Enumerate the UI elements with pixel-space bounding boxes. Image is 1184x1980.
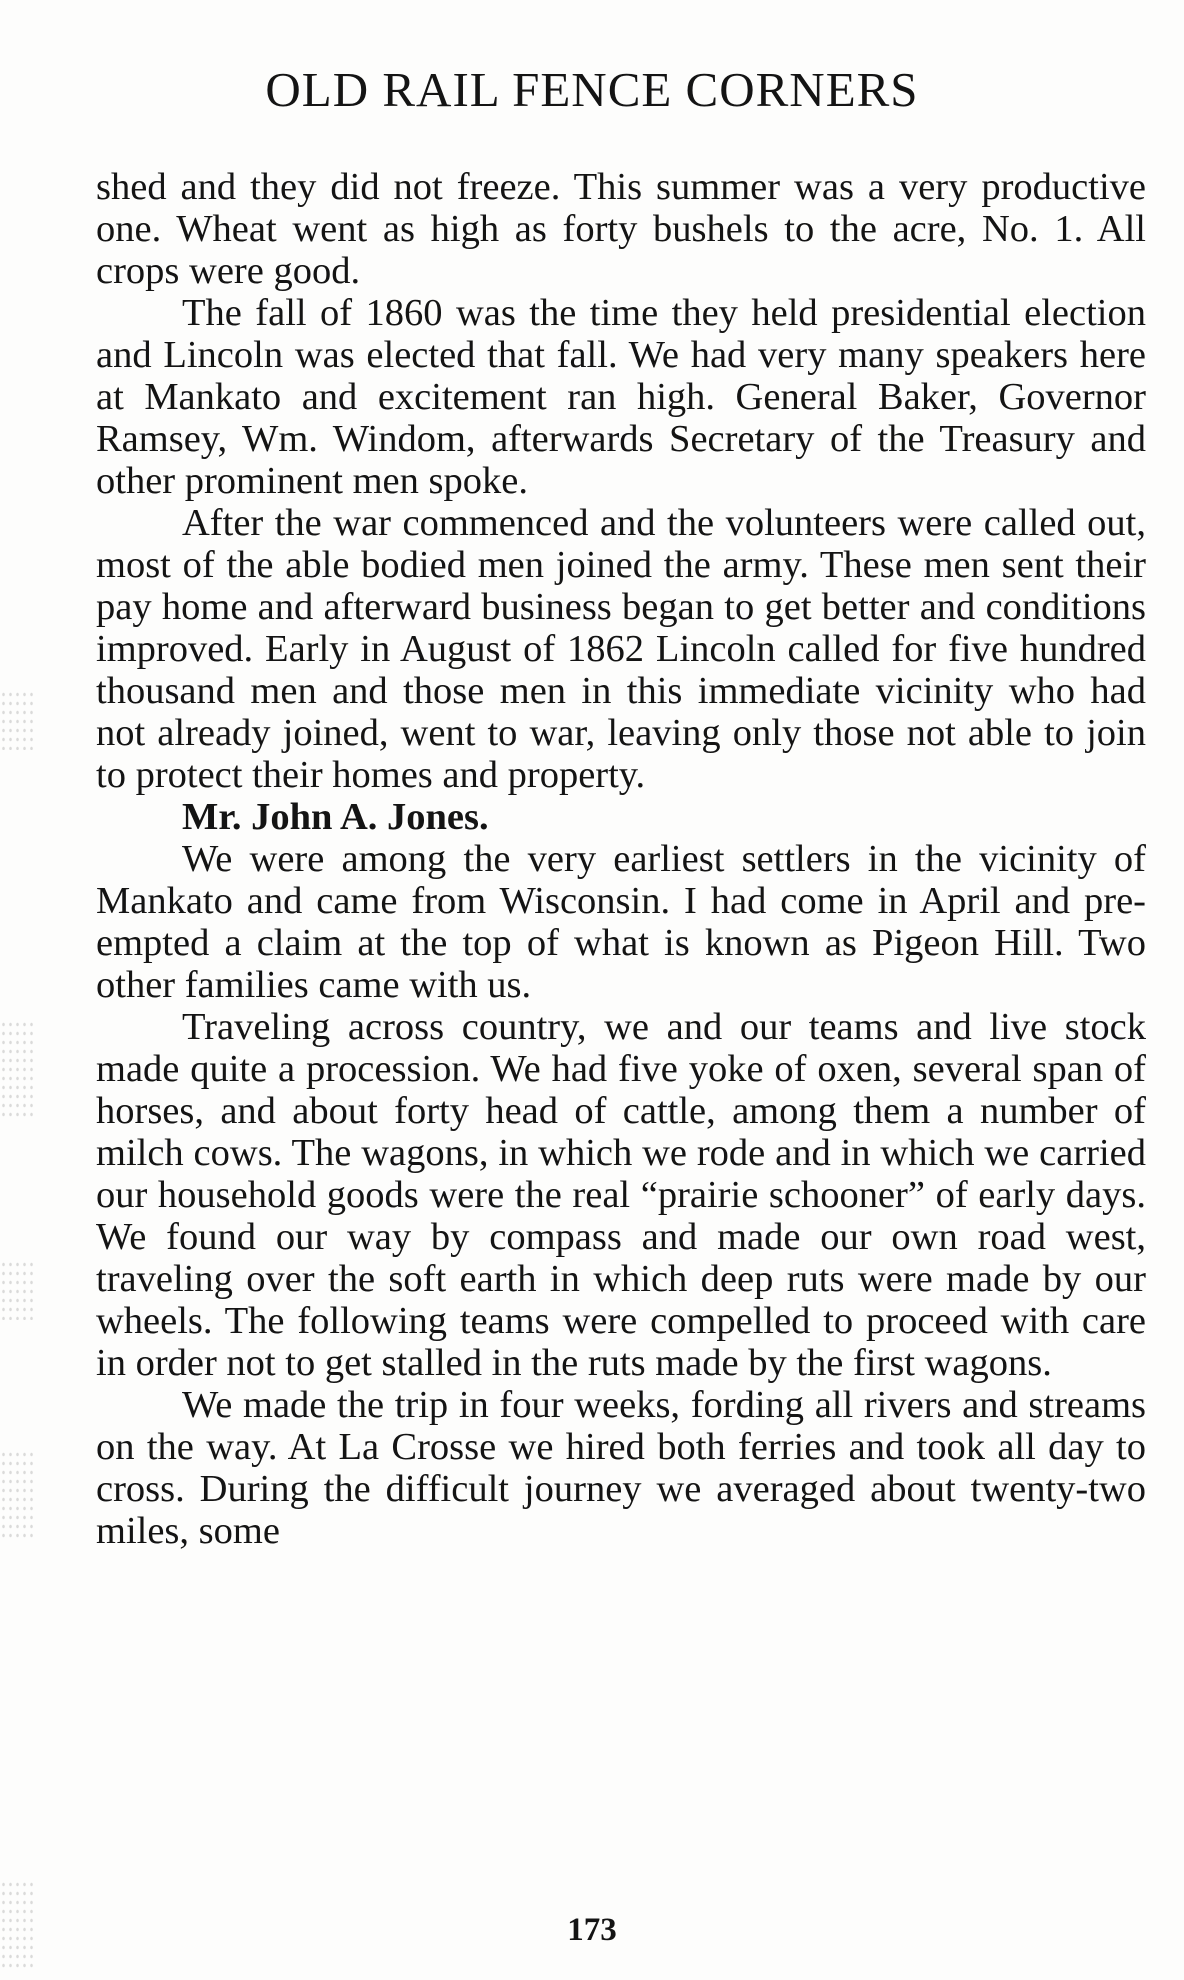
scan-speckle bbox=[0, 1260, 34, 1320]
scan-speckle bbox=[0, 1880, 34, 1970]
paragraph-settlers: We were among the very earliest settlers in the vicinity of Mankato and came from Wisconsin. I had come in April and pre-empted a claim at the top of what is known as Pigeon Hill. Two other families came with us. bbox=[96, 838, 1146, 1006]
running-head: OLD RAIL FENCE CORNERS bbox=[265, 62, 919, 117]
scan-speckle bbox=[0, 1020, 34, 1120]
paragraph-war: After the war commenced and the volunteers were called out, most of the able bodied men joined the army. These men sent their pay home and afterward business began to get better and conditions improved. Early in August of 1862 Lincoln called for five hundred thousand men and those men in this immediate vicinity who had not already joined, went to war, leaving only those not able to join to protect their homes and property. bbox=[96, 502, 1146, 796]
body-text bbox=[96, 166, 1146, 1552]
scan-speckle bbox=[0, 1450, 34, 1540]
paragraph-trip: We made the trip in four weeks, fording all rivers and streams on the way. At La Crosse we hired both ferries and took all day to cross. During the difficult journey we averaged about twenty-two miles, some bbox=[96, 1384, 1146, 1552]
paragraph-continued: shed and they did not freeze. This summer was a very productive one. Wheat went as high as forty bushels to the acre, No. 1. All crops were good. bbox=[96, 166, 1146, 292]
speaker-heading: Mr. John A. Jones. bbox=[182, 796, 489, 838]
paragraph-election: The fall of 1860 was the time they held presidential election and Lincoln was elected that fall. We had very many speakers here at Mankato and excitement ran high. General Baker, Governor Ramsey, Wm. Windom, afterwards Secretary of the Treasury and other prominent men spoke. bbox=[96, 292, 1146, 502]
page-number: 173 bbox=[567, 1912, 617, 1948]
paragraph-traveling: Traveling across country, we and our teams and live stock made quite a procession. We had five yoke of oxen, several span of horses, and about forty head of cattle, among them a number of milch cows. The wagons, in which we rode and in which we carried our household goods were the real “prairie schooner” of early days. We found our way by compass and made our own road west, traveling over the soft earth in which deep ruts were made by our wheels. The following teams were compelled to proceed with care in order not to get stalled in the ruts made by the first wagons. bbox=[96, 1006, 1146, 1384]
scan-speckle bbox=[0, 690, 34, 750]
